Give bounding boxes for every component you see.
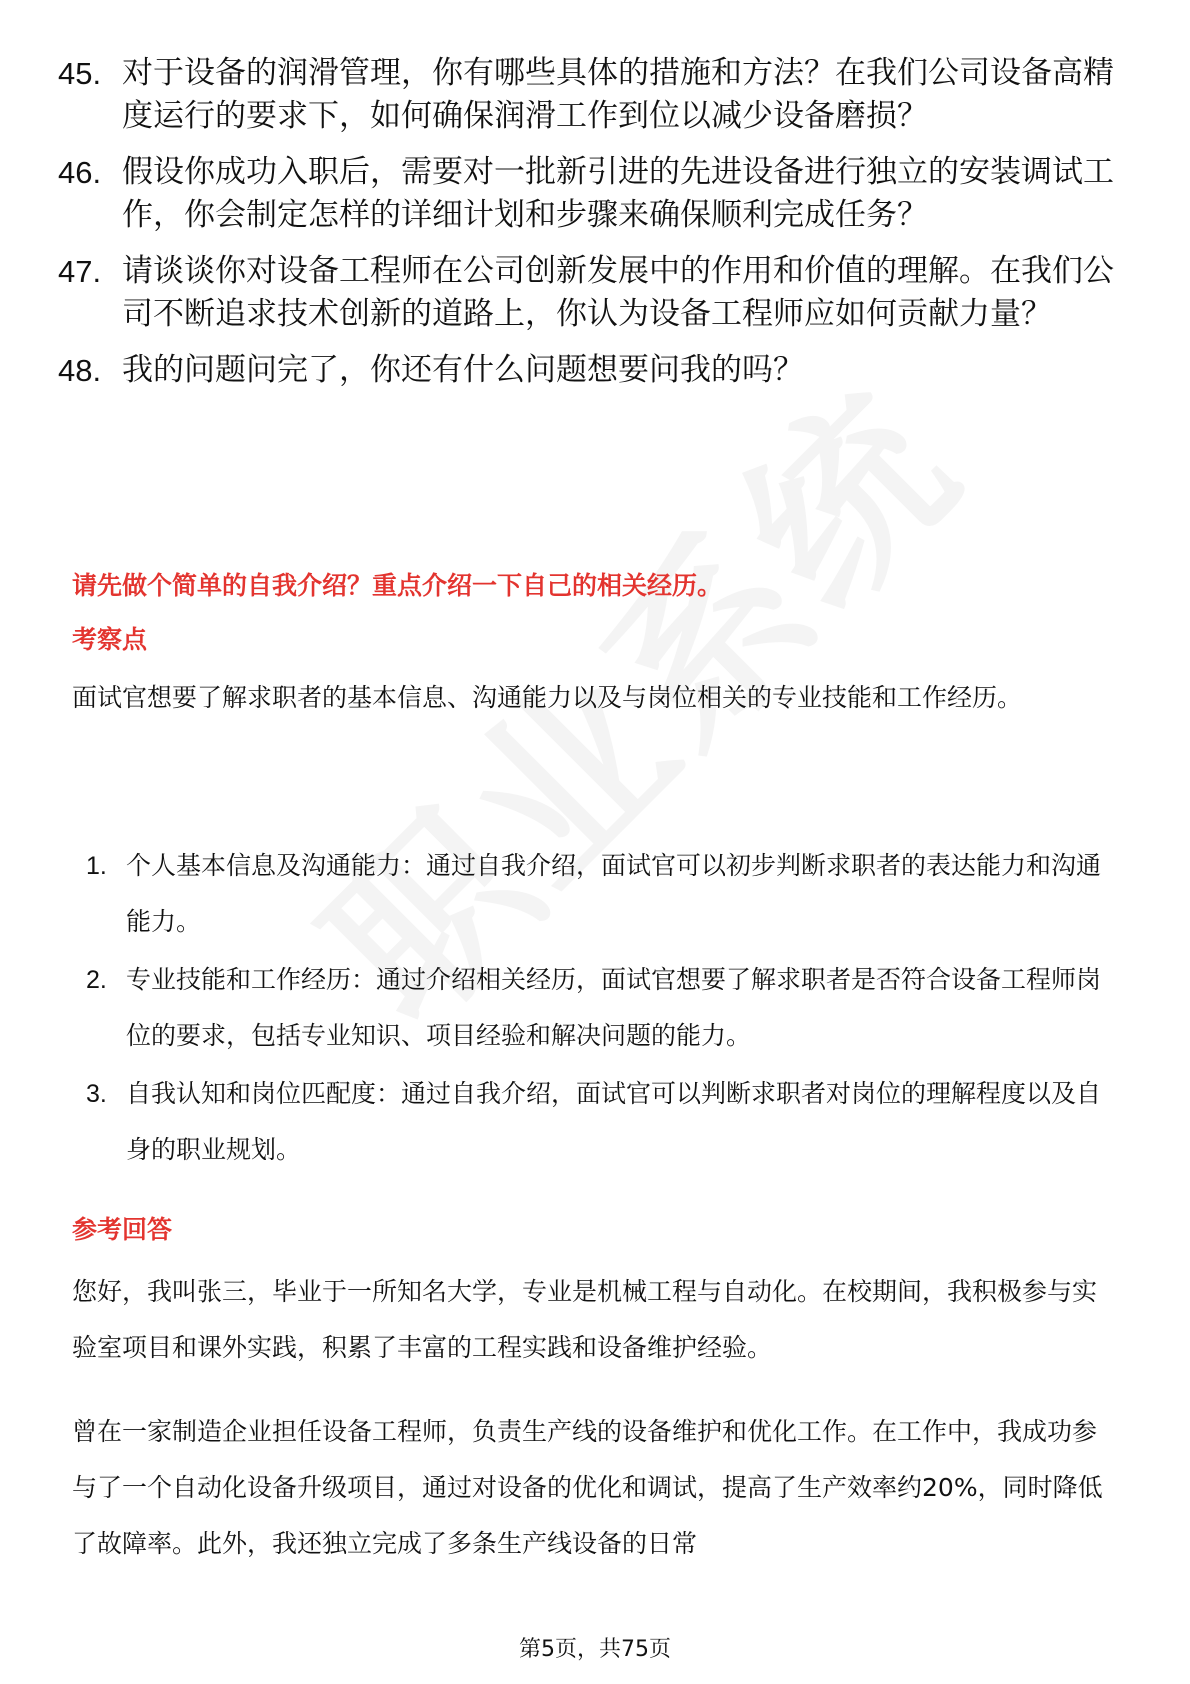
question-text: 我的问题问完了，你还有什么问题想要问我的吗？ (122, 352, 804, 388)
section-heading-focus: 考察点 (72, 625, 148, 654)
answer-paragraph-1: 您好，我叫张三，毕业于一所知名大学，专业是机械工程与自动化。在校期间，我积极参与实验室项目和课外实践，积累了丰富的工程实践和设备维护经验。 (72, 1277, 1098, 1362)
question-title: 请先做个简单的自我介绍？重点介绍一下自己的相关经历。 (72, 571, 723, 600)
question-text: 请谈谈你对设备工程师在公司创新发展中的作用和价值的理解。在我们公司不断追求技术创新的道路上，你认为设备工程师应如何贡献力量？ (122, 253, 1114, 332)
list-item (86, 1066, 1112, 1178)
focus-list (86, 838, 1112, 1180)
question-item (58, 349, 1118, 392)
question-item (58, 250, 1118, 336)
list-number: 3. (86, 1080, 107, 1108)
question-number: 48. (58, 353, 102, 388)
list-number: 2. (86, 966, 107, 994)
answer-paragraph-2: 曾在一家制造企业担任设备工程师，负责生产线的设备维护和优化工作。在工作中，我成功参与了一个自动化设备升级项目，通过对设备的优化和调试，提高了生产效率约20%，同时降低了故障率。此外，我还独立完成了多条生产线设备的日常 (72, 1417, 1103, 1558)
question-item (58, 52, 1118, 138)
list-text: 专业技能和工作经历：通过介绍相关经历，面试官想要了解求职者是否符合设备工程师岗位的要求，包括专业知识、项目经验和解决问题的能力。 (126, 965, 1102, 1050)
question-text: 假设你成功入职后，需要对一批新引进的先进设备进行独立的安装调试工作，你会制定怎样的详细计划和步骤来确保顺利完成任务？ (122, 154, 1114, 233)
question-number: 46. (58, 155, 102, 190)
question-text: 对于设备的润滑管理，你有哪些具体的措施和方法？在我们公司设备高精度运行的要求下，如何确保润滑工作到位以减少设备磨损？ (122, 55, 1114, 134)
list-item (86, 838, 1112, 950)
question-number: 45. (58, 56, 102, 91)
section-heading-answer: 参考回答 (72, 1215, 173, 1244)
page-footer: 第5页，共75页 (519, 1637, 671, 1662)
question-number: 47. (58, 254, 102, 289)
list-item (86, 952, 1112, 1064)
list-text: 自我认知和岗位匹配度：通过自我介绍，面试官可以判断求职者对岗位的理解程度以及自身的职业规划。 (126, 1079, 1102, 1164)
focus-intro-paragraph: 面试官想要了解求职者的基本信息、沟通能力以及与岗位相关的专业技能和工作经历。 (72, 683, 1023, 712)
list-text: 个人基本信息及沟通能力：通过自我介绍，面试官可以初步判断求职者的表达能力和沟通能力。 (126, 851, 1102, 936)
list-number: 1. (86, 852, 107, 880)
question-item (58, 151, 1118, 237)
question-list (58, 52, 1118, 405)
